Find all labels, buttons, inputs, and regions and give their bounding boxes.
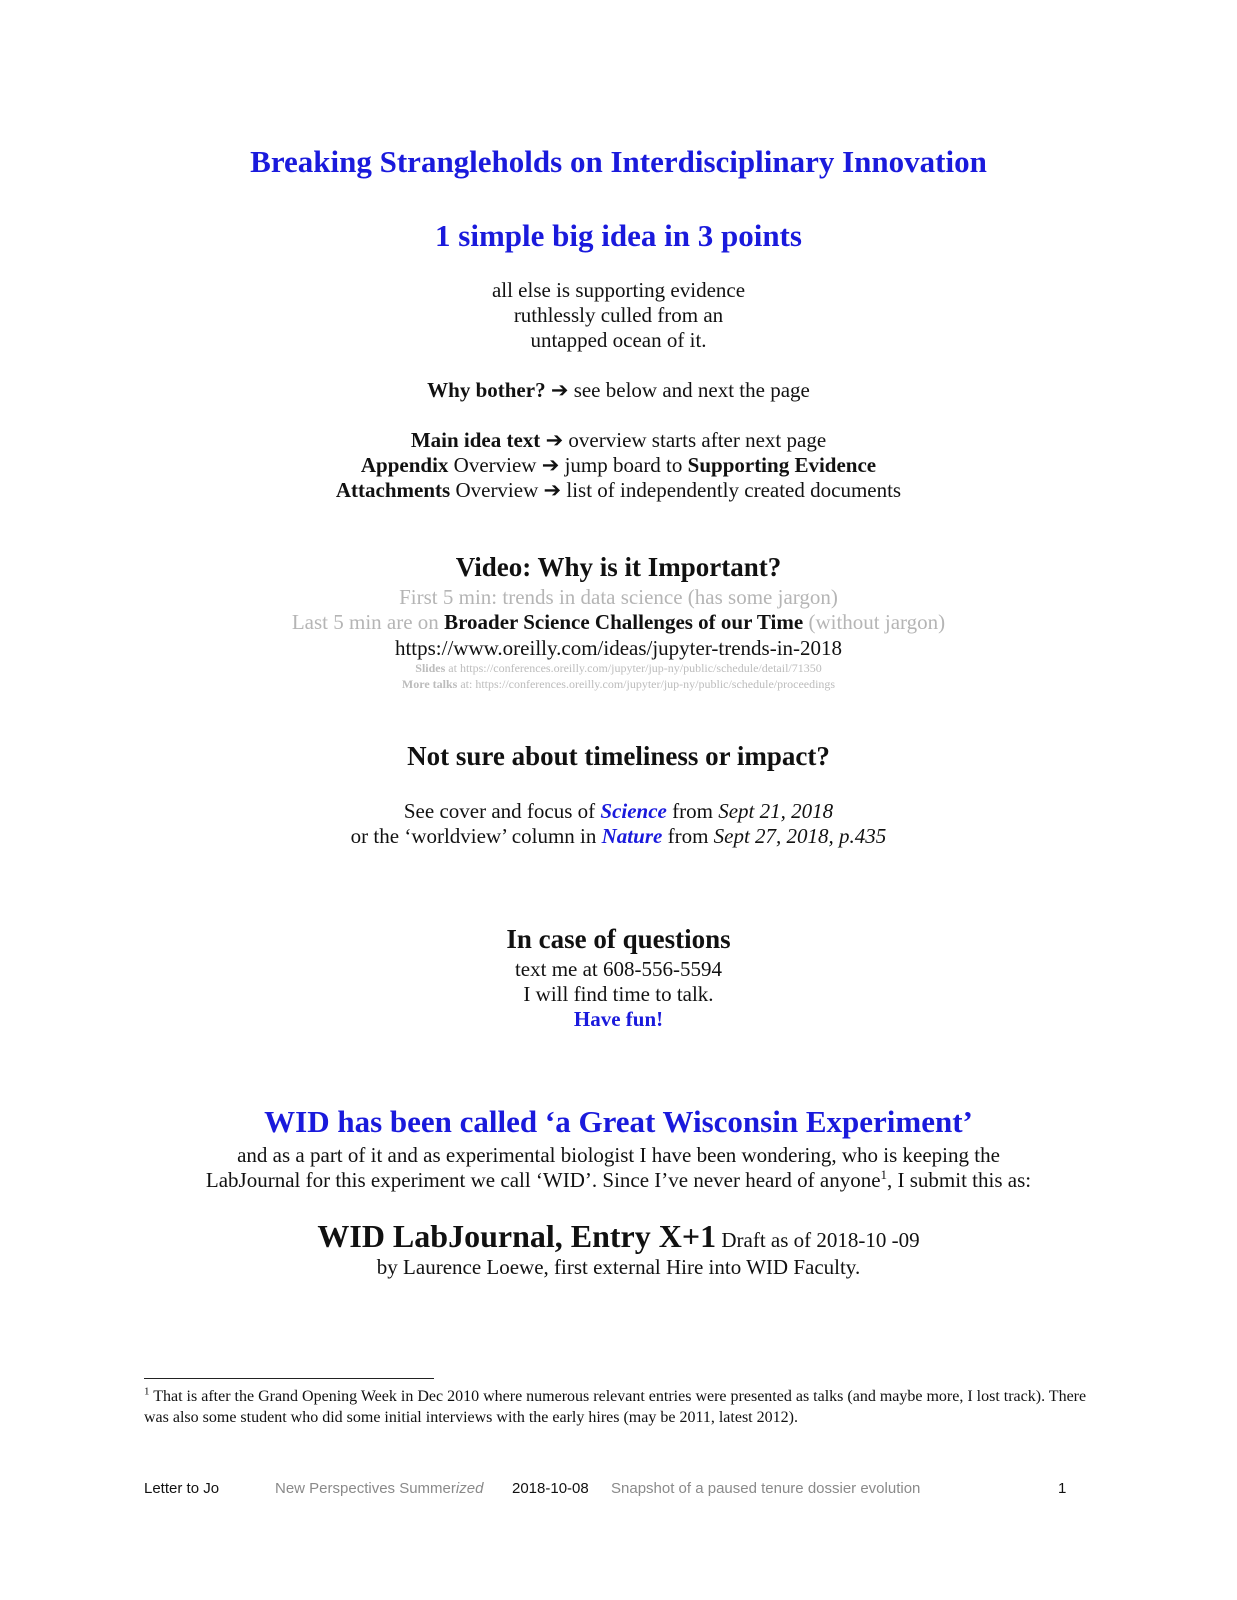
- slides-url-link[interactable]: at https://conferences.oreilly.com/jupyter/jup-ny/public/schedule/detail/71350: [448, 661, 822, 675]
- attachments-text: list of independently created documents: [566, 478, 902, 502]
- page-number: 1: [1058, 1480, 1067, 1497]
- intro-line-2: ruthlessly culled from an: [513, 303, 724, 327]
- wid-line-1: and as a part of it and as experimental biologist I have been wondering, who is keeping the: [237, 1143, 1000, 1167]
- footnote: [144, 1386, 1089, 1428]
- appendix-line: [0, 453, 1237, 478]
- video-last-pre: Last 5 min are on: [291, 610, 439, 634]
- main-idea-line: [0, 428, 1237, 453]
- footer-perspectives-italic: ized: [455, 1480, 484, 1497]
- nature-date: Sept 27, 2018, p.435: [713, 824, 887, 848]
- attachments-line: [0, 478, 1237, 503]
- video-last-post: (without jargon): [808, 610, 946, 634]
- footnote-text: That is after the Grand Opening Week in Dec 2010 where numerous relevant entries were presented as talks (and maybe more, I lost track). There was also some student who did some initial interviews with the early hires (may be 2011, latest 2012).: [144, 1388, 1087, 1426]
- nature-journal-link[interactable]: Nature: [601, 824, 663, 848]
- science-from: from: [672, 799, 713, 823]
- entry-title: WID LabJournal, Entry X+1: [317, 1218, 717, 1254]
- footnote-separator: [144, 1378, 434, 1379]
- questions-heading: In case of questions: [506, 924, 731, 954]
- main-idea-label: Main idea text: [410, 428, 541, 452]
- appendix-label: Appendix: [360, 453, 449, 477]
- questions-phone: text me at 608-556-5594: [514, 957, 723, 981]
- arrow-icon: ➔: [543, 478, 562, 502]
- intro-line-1: all else is supporting evidence: [491, 278, 746, 302]
- video-heading: Video: Why is it Important?: [455, 552, 782, 582]
- footer-snapshot: Snapshot of a paused tenure dossier evolution: [611, 1480, 921, 1497]
- slides-label: Slides: [415, 661, 446, 675]
- science-line: [0, 799, 1237, 824]
- entry-line: [0, 1218, 1237, 1255]
- footer-left: Letter to Jo: [144, 1480, 220, 1497]
- arrow-icon: ➔: [541, 453, 560, 477]
- arrow-icon: ➔: [550, 378, 569, 402]
- more-talks-line: [0, 676, 1237, 692]
- nature-from: from: [667, 824, 709, 848]
- nature-pre: or the ‘worldview’ column in: [350, 824, 597, 848]
- footer-perspectives: [275, 1480, 483, 1497]
- appendix-text: jump board to: [564, 453, 683, 477]
- supporting-evidence-label: Supporting Evidence: [687, 453, 877, 477]
- document-subtitle: 1 simple big idea in 3 points: [435, 218, 802, 253]
- footer-perspectives-text: New Perspectives Summer: [275, 1480, 456, 1497]
- nature-line: [0, 824, 1237, 849]
- video-first-line: First 5 min: trends in data science (has some jargon): [399, 585, 838, 609]
- science-journal-link[interactable]: Science: [600, 799, 667, 823]
- more-talks-label: More talks: [401, 677, 458, 691]
- document-title: Breaking Strangleholds on Interdisciplinary Innovation: [250, 144, 987, 179]
- why-bother-line: [0, 378, 1237, 403]
- footnote-ref[interactable]: 1: [880, 1167, 888, 1182]
- intro-line-3: untapped ocean of it.: [530, 328, 707, 352]
- more-talks-url-link[interactable]: at: https://conferences.oreilly.com/jupyter/jup-ny/public/schedule/proceedings: [460, 677, 836, 691]
- slides-line: [0, 660, 1237, 676]
- footer-date: 2018-10-08: [512, 1480, 589, 1497]
- have-fun-text: Have fun!: [573, 1007, 664, 1031]
- byline: by Laurence Loewe, first external Hire into WID Faculty.: [376, 1255, 861, 1279]
- video-url-link[interactable]: https://www.oreilly.com/ideas/jupyter-trends-in-2018: [394, 636, 843, 660]
- why-bother-text: see below and next the page: [573, 378, 810, 402]
- wid-line-2-text: LabJournal for this experiment we call ‘WID’. Since I’ve never heard of anyone: [205, 1168, 881, 1192]
- questions-talk: I will find time to talk.: [523, 982, 714, 1006]
- wid-heading: WID has been called ‘a Great Wisconsin Experiment’: [264, 1104, 973, 1139]
- footnote-number: 1: [144, 1385, 150, 1398]
- main-idea-text: overview starts after next page: [568, 428, 827, 452]
- why-bother-label: Why bother?: [427, 378, 546, 402]
- attachments-overview: Overview: [455, 478, 539, 502]
- wid-line-2: [0, 1168, 1237, 1193]
- timeliness-heading: Not sure about timeliness or impact?: [407, 741, 830, 771]
- wid-line-2-end: , I submit this as:: [887, 1168, 1032, 1192]
- video-last-bold: Broader Science Challenges of our Time: [444, 610, 804, 634]
- entry-draft: Draft as of 2018-10 -09: [721, 1228, 920, 1252]
- arrow-icon: ➔: [545, 428, 564, 452]
- attachments-label: Attachments: [335, 478, 451, 502]
- video-last-line: [0, 610, 1237, 635]
- science-pre: See cover and focus of: [403, 799, 596, 823]
- science-date: Sept 21, 2018: [718, 799, 834, 823]
- appendix-overview: Overview: [453, 453, 537, 477]
